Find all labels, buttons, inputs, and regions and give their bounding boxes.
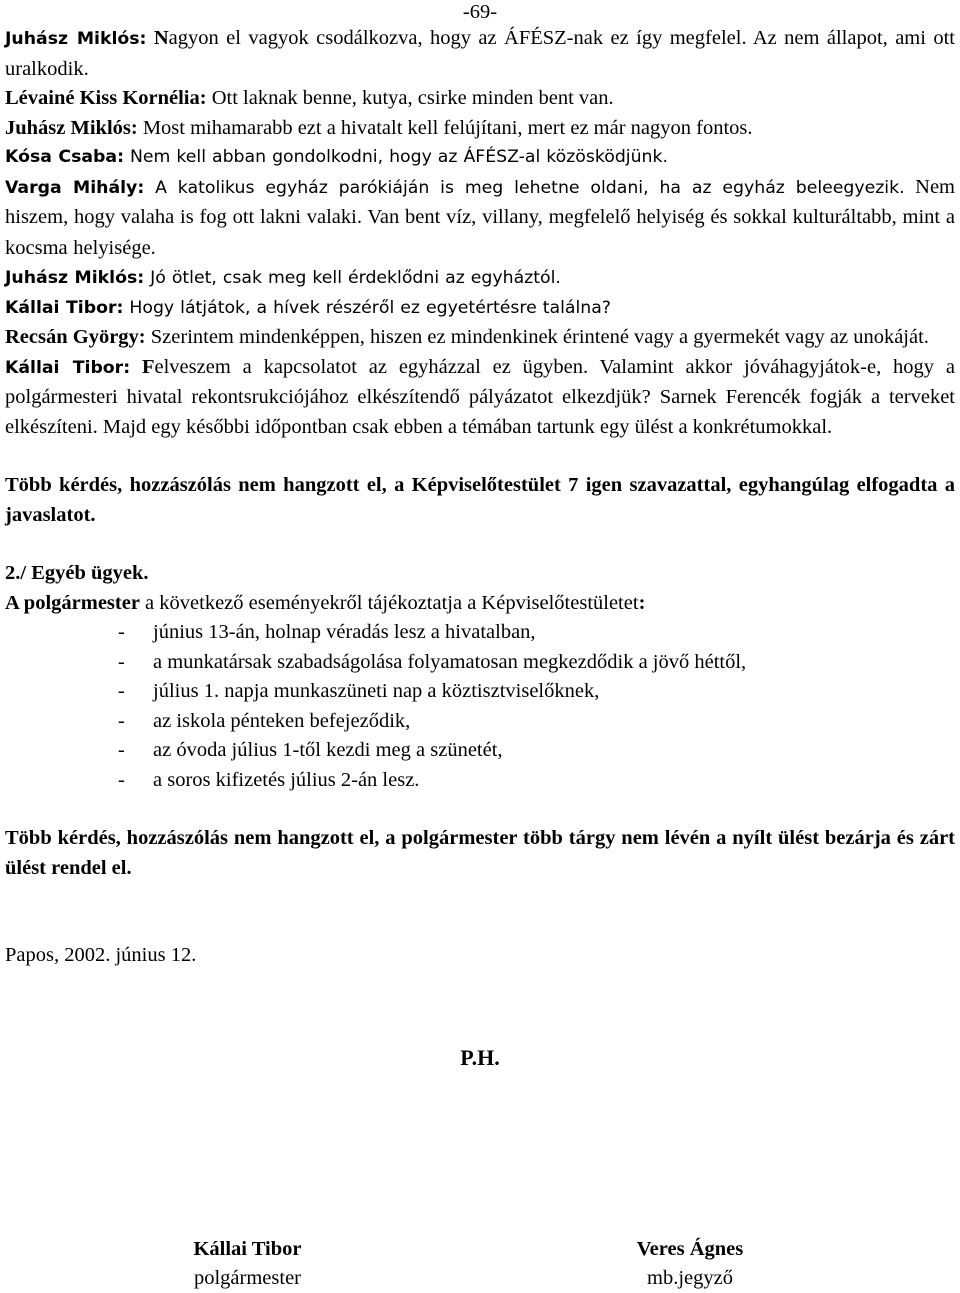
paragraph-8 <box>5 323 955 353</box>
speaker-name: Recsán György: <box>5 326 146 348</box>
list-item-text: a munkatársak szabadságolása folyamatosan megkezdődik a jövő héttől, <box>153 650 747 673</box>
speech-initial: F <box>130 355 155 378</box>
paragraph-4 <box>5 143 955 173</box>
paragraph-2 <box>5 84 955 114</box>
list-dash: - <box>118 650 125 673</box>
spacer <box>5 442 955 471</box>
list-item <box>118 677 955 707</box>
list-item <box>118 736 955 766</box>
document-page <box>5 0 955 1071</box>
speaker-name: Juhász Miklós: <box>5 29 147 49</box>
spacer <box>5 971 955 1045</box>
list-item-text: a soros kifizetés július 2-án lesz. <box>153 768 420 791</box>
list-dash: - <box>118 680 125 702</box>
speech-text: A katolikus egyház parókiáján is meg lehetne oldani, ha az egyház beleegyezik. <box>144 177 905 198</box>
section-title <box>5 559 955 589</box>
list-item <box>118 707 955 737</box>
speech-text: Ott laknak benne, kutya, csirke minden bent van. <box>206 87 614 109</box>
speaker-name: Kállai Tibor: <box>5 297 124 318</box>
paragraph-1 <box>5 24 955 84</box>
list-item <box>118 766 955 796</box>
speech-text-continued: Nem hiszem, hogy valaha is fog ott lakni valaki. Van bent víz, villany, megfelelő helyiség és sokkal kulturáltabb, mint a kocsma helyisége. <box>5 175 955 259</box>
list-item-text: az óvoda július 1-től kezdi meg a szünetét, <box>153 739 503 761</box>
list-dash: - <box>118 739 125 761</box>
place-date: Papos, 2002. június 12. <box>5 944 197 966</box>
mayor-intro <box>5 589 955 619</box>
signature-name: Kállai Tibor <box>193 1238 302 1260</box>
speaker-name: Juhász Miklós: <box>5 116 138 139</box>
page-number: -69- <box>462 1 498 23</box>
list-item <box>118 648 955 678</box>
speech-text: elveszem a kapcsolatot az egyházzal ez ügyben. Valamint akkor jóváhagyjátok-e, hogy a polgármesteri hivatal rekontsrukciójához elkészítendő pályázatot elkezdjük? Sarnek Ferencék fogják a terveket elkészíteni. Majd egy későbbi időpontban csak ebben a témában tartunk egy ülést a konkrétumokkal. <box>5 355 955 438</box>
section-title-text: 2./ Egyéb ügyek. <box>5 562 149 584</box>
speaker-name: Kállai Tibor: <box>5 357 131 378</box>
list-item-text: az iskola pénteken befejeződik, <box>153 709 411 732</box>
signature-notary <box>605 1235 775 1293</box>
paragraph-9 <box>5 353 955 443</box>
spacer <box>5 883 955 941</box>
speech-text: Jó ötlet, csak meg kell érdeklődni az egyháztól. <box>144 268 561 288</box>
speaker-name: Lévainé Kiss Kornélia: <box>5 87 207 109</box>
intro-text: a következő eseményekről tájékoztatja a Képviselőtestületet <box>139 591 639 614</box>
resolution-2 <box>5 824 955 883</box>
list-item-text: július 1. napja munkaszüneti nap a köztisztviselőknek, <box>153 680 600 702</box>
speaker-name: Kósa Csaba: <box>5 147 124 167</box>
speaker-name: A polgármester <box>5 591 140 614</box>
speaker-name: Varga Mihály: <box>5 177 145 198</box>
announcement-list <box>118 618 955 795</box>
list-item-text: június 13-án, holnap véradás lesz a hivatalban, <box>153 621 536 643</box>
speaker-name: Juhász Miklós: <box>5 268 145 288</box>
signature-role: polgármester <box>193 1267 301 1289</box>
paragraph-7 <box>5 294 955 324</box>
list-dash: - <box>118 768 125 791</box>
speech-text: Hogy látjátok, a hívek részéről ez egyetértésre találna? <box>123 297 611 318</box>
intro-colon: : <box>638 591 646 614</box>
resolution-1 <box>5 471 955 530</box>
list-dash: - <box>118 621 125 643</box>
speech-text: agyon el vagyok csodálkozva, hogy az ÁFÉSZ-nak ez így megfelel. Az nem állapot, ami ott uralkodik. <box>5 27 955 80</box>
signature-role: mb.jegyző <box>647 1267 733 1289</box>
paragraph-6 <box>5 264 955 294</box>
signature-name: Veres Ágnes <box>636 1238 744 1260</box>
paragraph-3 <box>5 114 955 144</box>
spacer <box>5 795 955 824</box>
speech-text: Nem kell abban gondolkodni, hogy az ÁFÉSZ-al közösködjünk. <box>124 147 669 167</box>
list-dash: - <box>118 709 125 732</box>
list-item <box>118 618 955 648</box>
speech-text: Szerintem mindenképpen, hiszen ez mindenkinek érintené vagy a gyermekét vagy az unokáját. <box>145 326 929 348</box>
speech-text: Most mihamarabb ezt a hivatalt kell felújítani, mert ez már nagyon fontos. <box>137 116 753 139</box>
paragraph-5 <box>5 173 955 265</box>
spacer <box>5 530 955 559</box>
resolution-text: Több kérdés, hozzászólás nem hangzott el, a Képviselőtestület 7 igen szavazattal, egyhangúlag elfogadta a javaslatot. <box>5 474 955 526</box>
resolution-text: Több kérdés, hozzászólás nem hangzott el, a polgármester több tárgy nem lévén a nyílt ülést bezárja és zárt ülést rendel el. <box>5 827 955 879</box>
speech-initial: N <box>146 27 169 49</box>
signature-mayor <box>165 1235 330 1293</box>
seal-mark: P.H. <box>460 1044 500 1070</box>
